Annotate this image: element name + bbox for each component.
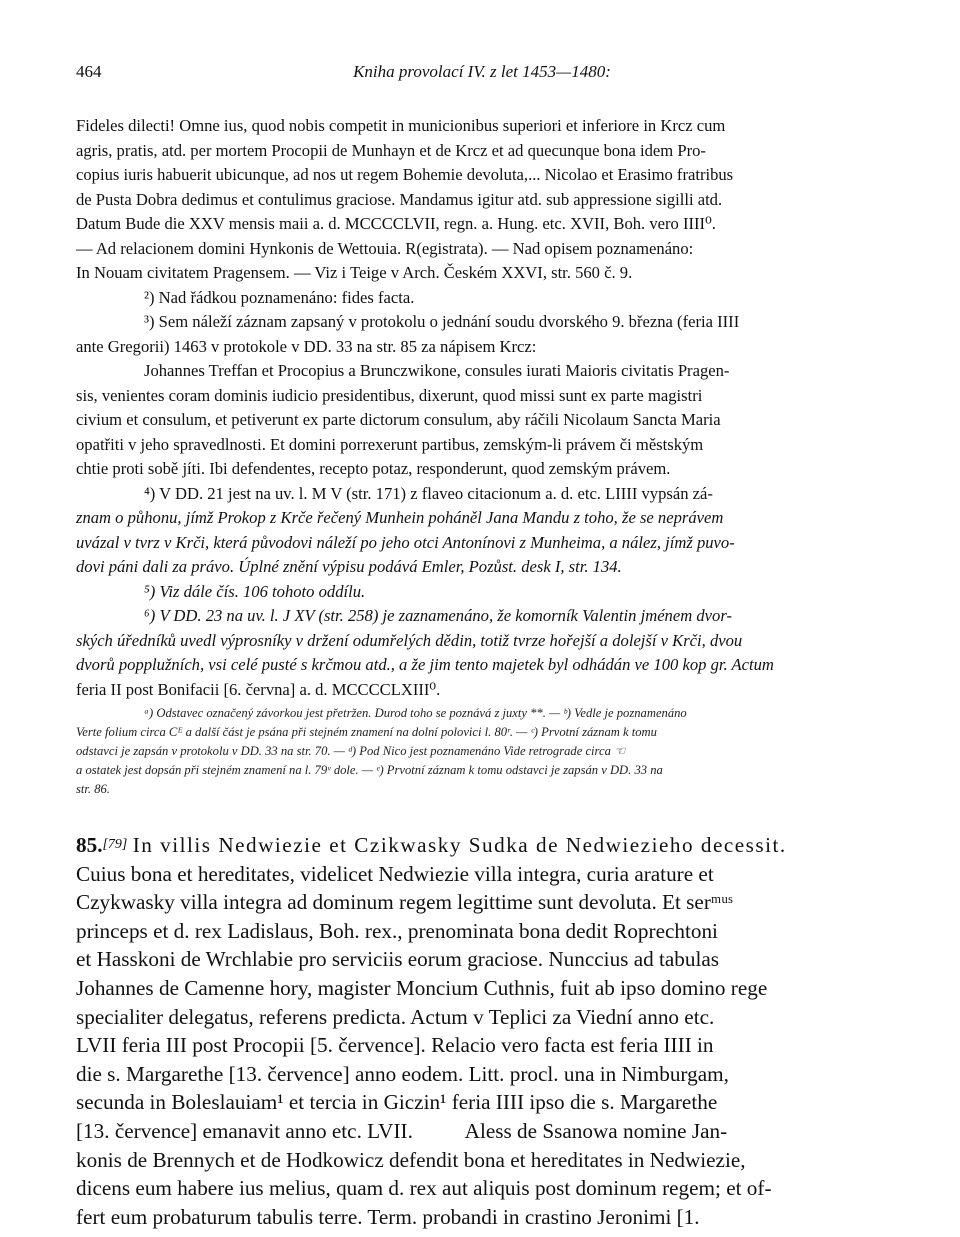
note-line: In Nouam civitatem Pragensem. — Viz i Teige v Arch. Českém XXVI, str. 560 č. 9.: [76, 263, 633, 282]
apparatus-line: a ostatek jest dopsán při stejném znamení na l. 79ᵛ dole. — ᵉ) Prvotní záznam k tomu odstavci je zapsán v DD. 33 na: [76, 763, 663, 777]
note-line: Datum Bude die XXV mensis maii a. d. MCCCCLVII, regn. a. Hung. etc. XVII, Boh. vero IIII⁰.: [76, 214, 716, 233]
entry-line: et Hasskoni de Wrchlabie pro serviciis eorum graciose. Nunccius ad tabulas: [76, 947, 720, 972]
entry-line: princeps et d. rex Ladislaus, Boh. rex., prenominata bona dedit Roprechtoni: [76, 918, 718, 943]
note-line: ských úředníků uvedl výprosníky v držení odumřelých dědin, totiž tvrze hořejší a dolejší v Krči, dvou: [76, 630, 743, 650]
note-line: uvázal v tvrz v Krči, která původovi náleží po jeho otci Antonínovi z Munheima, a nález, jímž puvo-: [76, 532, 735, 552]
note-line: ante Gregorii) 1463 v protokole v DD. 33 na str. 85 za nápisem Krcz:: [76, 336, 537, 356]
entry-number: 85.: [76, 833, 103, 857]
entry-85: [76, 831, 888, 1231]
note-line: dovi páni dali za právo. Úplné znění výpisu podává Emler, Pozůst. desk I, str. 134.: [76, 557, 622, 576]
entry-line: specialiter delegatus, referens predicta. Actum v Teplici za Viední anno etc.: [76, 1004, 715, 1029]
page-header: [76, 62, 888, 90]
apparatus-line: ᵃ) Odstavec označený závorkou jest přetržen. Durod toho se poznává z juxty **. — ᵇ) Vedle je poznamenáno: [144, 706, 687, 720]
critical-apparatus: [76, 704, 888, 799]
page-number: 464: [76, 62, 102, 81]
entry-line: [13. července] emanavit anno etc. LVII. Aless de Ssanowa nomine Jan-: [76, 1118, 728, 1143]
entry-line: dicens eum habere ius melius, quam d. rex aut aliquis post dominum regem; et of-: [76, 1176, 772, 1201]
note-line: — Ad relacionem domini Hynkonis de Wettouia. R(egistrata). — Nad opisem poznamenáno:: [76, 238, 694, 258]
note-line: opatřiti v jeho spravedlnosti. Et domini porrexerunt partibus, zemským-li právem či městským: [76, 434, 704, 454]
note-line: copius iuris habuerit ubicunque, ad nos ut regem Bohemie devoluta,... Nicolao et Erasimo fratribus: [76, 165, 734, 184]
note-line: agris, pratis, atd. per mortem Procopii de Munhayn et de Krcz et ad quecunque bona idem Pro-: [76, 140, 706, 160]
running-title: Kniha provolací IV. z let 1453—1480:: [353, 62, 611, 81]
entry-line: fert eum probaturum tabulis terre. Term. probandi in crastino Jeronimi [1.: [76, 1204, 700, 1229]
footnote-2: ²) Nad řádkou poznamenáno: fides facta.: [144, 287, 415, 307]
folio-marker: [79]: [102, 837, 128, 852]
note-line: dvorů popplužních, vsi celé pusté s krčmou atd., a že jim tento majetek byl odhádán ve 100 kop gr. Actum: [76, 655, 774, 674]
quoted-record: Johannes Treffan et Procopius a Brunczwikone, consules iurati Maioris civitatis Pragen-: [144, 361, 730, 380]
entry-line: Czykwasky villa integra ad dominum regem legittime sunt devoluta. Et serᵐᵘˢ: [76, 890, 733, 915]
footnote-6: ⁶) V DD. 23 na uv. l. J XV (str. 258) je zaznamenáno, že komorník Valentin jménem dvor-: [144, 606, 732, 625]
note-line: znam o půhonu, jímž Prokop z Krče řečený Munhein poháněl Jana Mandu z toho, že se neprávem: [76, 508, 724, 527]
apparatus-line: str. 86.: [76, 782, 110, 796]
apparatus-line: Verte folium circa Cᴱ a další část je psána při stejném znamení na dolní polovici l. 80ʳ. — ᶜ) Prvotní záznam k tomu: [76, 725, 657, 739]
entry-line: [76, 831, 888, 860]
footnote-5: ⁵) Viz dále čís. 106 tohoto oddílu.: [144, 581, 366, 601]
footnote-4: ⁴) V DD. 21 jest na uv. l. M V (str. 171) z flaveo citacionum a. d. etc. LIIII vypsán zá-: [144, 483, 713, 503]
entry-line: secunda in Boleslauiam¹ et tercia in Giczin¹ feria IIII ipso die s. Margarethe: [76, 1090, 718, 1115]
entry-line: konis de Brennych et de Hodkowicz defendit bona et hereditates in Nedwiezie,: [76, 1147, 746, 1172]
note-line: Fideles dilecti! Omne ius, quod nobis competit in municionibus superiori et inferiore in Krcz cum: [76, 116, 726, 135]
note-line: de Pusta Dobra dedimus et contulimus graciose. Mandamus igitur atd. sub appressione sigilli atd.: [76, 189, 723, 209]
note-line: civium et consulum, et petiverunt ex parte dictorum consulum, aby ráčili Nicolaum Sancta Maria: [76, 410, 721, 429]
entry-text: In villis Nedwiezie et Czikwasky Sudka de Nedwiezieho decessit.: [132, 833, 787, 857]
footnotes-block: [76, 114, 888, 702]
entry-line: Johannes de Camenne hory, magister Moncium Cuthnis, fuit ab ipso domino rege: [76, 975, 768, 1000]
apparatus-line: odstavci je zapsán v protokolu v DD. 33 na str. 70. — ᵈ) Pod Nico jest poznamenáno Vide retrograde circa ☜: [76, 744, 626, 758]
entry-line: Cuius bona et hereditates, videlicet Nedwiezie villa integra, curia arature et: [76, 861, 714, 886]
page: [76, 62, 888, 1231]
note-line: feria II post Bonifacii [6. června] a. d. MCCCCLXIII⁰.: [76, 679, 441, 699]
note-line: sis, venientes coram dominis iudicio presidentibus, dixerunt, quod missi sunt ex parte magistri: [76, 385, 703, 405]
entry-line: die s. Margarethe [13. července] anno eodem. Litt. procl. una in Nimburgam,: [76, 1061, 729, 1086]
footnote-3: ³) Sem náleží záznam zapsaný v protokolu o jednání soudu dvorského 9. března (feria IIII: [144, 312, 740, 331]
note-line: chtie proti sobě jíti. Ibi defendentes, recepto potaz, responderunt, quod zemským právem.: [76, 459, 671, 478]
entry-line: LVII feria III post Procopii [5. července]. Relacio vero facta est feria IIII in: [76, 1033, 714, 1058]
